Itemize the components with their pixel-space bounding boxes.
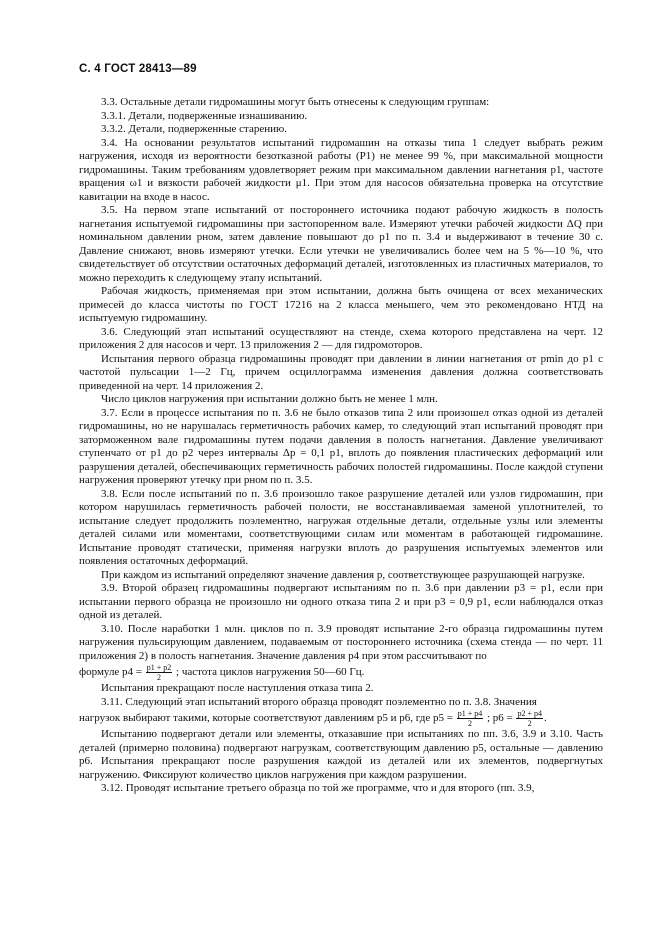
paragraph: 3.12. Проводят испытание третьего образца по той же программе, что и для второго (пп. 3.9, (101, 782, 535, 794)
paragraph: 3.5. На первом этапе испытаний от постороннего источника подают рабочую жидкость в полость нагнетания испытуемой гидромашины при застопоренном вале. Измеряют утечки рабочей жидкости ΔQ при номинальном давлении pном, затем давление повышают до p1 по п. 3.4 и выдерживают в течение 30 с. Давление снижают, вновь измеряют утечки. Если утечки не увеличивались более чем на 5 %—10 %, что свидетельствует об отсутствии остаточных деформаций деталей, изготовленных из пластичных материалов, то можно переходить к следующему этапу испытаний. (79, 204, 603, 284)
paragraph: При каждом из испытаний определяют значение давления p, соответствующее разрушающей нагрузке. (101, 568, 585, 581)
formula-fraction-p6 (516, 709, 543, 728)
paragraph: 3.3. Остальные детали гидромашины могут быть отнесены к следующим группам: (101, 96, 490, 108)
fraction-numerator: p2 + p4 (517, 709, 542, 718)
paragraph: 3.10. После наработки 1 млн. циклов по п. 3.9 проводят испытание 2-го образца гидромашины путем нагружения пульсирующим давлением, подаваемым от постороннего источника (схема стенда — по черт. 11 приложения 2) в полость нагнетания. Значение давления p4 при этом рассчитывают по (79, 622, 603, 662)
fraction-numerator: p1 + p2 (146, 663, 172, 672)
paragraph: 3.7. Если в процессе испытания по п. 3.6 не было отказов типа 2 или произошел отказ одной из деталей гидромашины, но не нарушалась герметичность рабочих камер, то следующий этап испытаний проводят при заторможенном вале гидромашины путем подачи давления в полость нагнетания. Давление увеличивают ступенчато от p1 до p2 через интервалы Δp = 0,1 p1, вплоть до появления пластических деформаций или разрушения деталей, обеспечивающих герметичность рабочих полостей гидромашины. После каждой ступени нагружения проверяют утечку при pном по п. 3.5. (79, 406, 603, 486)
paragraph: Испытания первого образца гидромашины проводят при давлении в линии нагнетания от pmin до p1 с частотой пульсации 1—2 Гц, причем осциллограмма изменения давления должна соответствовать приведенной на черт. 14 приложения 2. (79, 352, 603, 392)
paragraph: 3.6. Следующий этап испытаний осуществляют на стенде, схема которого представлена на черт. 12 приложения 2 для насосов и черт. 13 приложения 2 — для гидромоторов. (79, 325, 603, 351)
paragraph: Испытания прекращают после наступления отказа типа 2. (101, 682, 374, 694)
paragraph: 3.9. Второй образец гидромашины подвергают испытаниям по п. 3.6 при давлении p3 = p1, если при испытании первого образца не произошло ни одного отказа типа 2 и при p3 = 0,9 p1, если наблюдался отказ одной из деталей. (79, 582, 603, 621)
fraction-denominator: 2 (467, 719, 472, 728)
formula-suffix: ; частота циклов нагружения 50—60 Гц. (176, 666, 365, 679)
paragraph: 3.3.2. Детали, подверженные старению. (101, 123, 287, 135)
formula-line-p5-p6 (79, 709, 603, 728)
fraction-numerator: p1 + p4 (457, 709, 483, 718)
formula-mid: ; p6 = (486, 712, 513, 725)
formula-fraction-p5 (457, 709, 484, 728)
paragraph: 3.3.1. Детали, подверженные изнашиванию. (101, 109, 308, 122)
paragraph: Рабочая жидкость, применяемая при этом испытании, должна быть очищена от всех механических примесей до класса чистоты по ГОСТ 17216 на 2 класса меньшего, чем это рекомендовано НТД на испытуемую гидромашину. (79, 285, 603, 324)
page-header: С. 4 ГОСТ 28413—89 (79, 63, 197, 75)
formula-prefix: формуле p4 = (79, 666, 143, 679)
fraction-denominator: 2 (527, 719, 532, 728)
formula-prefix: нагрузок выбирают такими, которые соответствуют давлениям p5 и p6, где p5 = (79, 712, 453, 725)
paragraph: Число циклов нагружения при испытании должно быть не менее 1 млн. (101, 393, 438, 405)
paragraph: Испытанию подвергают детали или элементы, отказавшие при испытаниях по пп. 3.6, 3.9 и 3.10. Часть деталей (примерно половина) подвергают нагрузкам, соответствующим давлению p5, остальные — давлению p6. Испытания прекращают после разрушения каждой из деталей или их элементов, подвергнутых нагружению. Фиксируют количество циклов нагружения при каждом разрушении. (79, 728, 603, 781)
paragraph: 3.4. На основании результатов испытаний гидромашин на отказы типа 1 следует выбрать режим нагружения, исходя из вероятности безотказной работы (P1) не менее 99 %, при максимальной мощности гидромашины. Таким требованиям удовлетворяет режим при максимальном давлении нагнетания p1, частоте вращения ω1 и вязкости рабочей жидкости μ1. При этом для насосов обязательна проверка на отсутствие кавитации на входе в насос. (79, 136, 603, 203)
paragraph: 3.8. Если после испытаний по п. 3.6 произошло такое разрушение деталей или узлов гидромашин, при котором нарушилась герметичность рабочей полости, не восстанавливаемая заменой уплотнителей, то испытание следует продолжить поэлементно, нагружая отдельные детали, отдельные узлы или элементы деталей силами или моментами, соответствующими силам или моментам в работающей гидромашине. Испытание проводят статически, применяя нагрузки вплоть до разрушения испытуемых элементов или появления остаточных деформаций. (79, 487, 603, 567)
formula-line (79, 663, 603, 682)
formula-suffix: . (543, 712, 547, 725)
fraction-denominator: 2 (157, 673, 162, 682)
paragraph: 3.11. Следующий этап испытаний второго образца проводят поэлементно по п. 3.8. Значения (101, 695, 537, 708)
formula-fraction (146, 663, 173, 682)
document-body (79, 96, 603, 796)
